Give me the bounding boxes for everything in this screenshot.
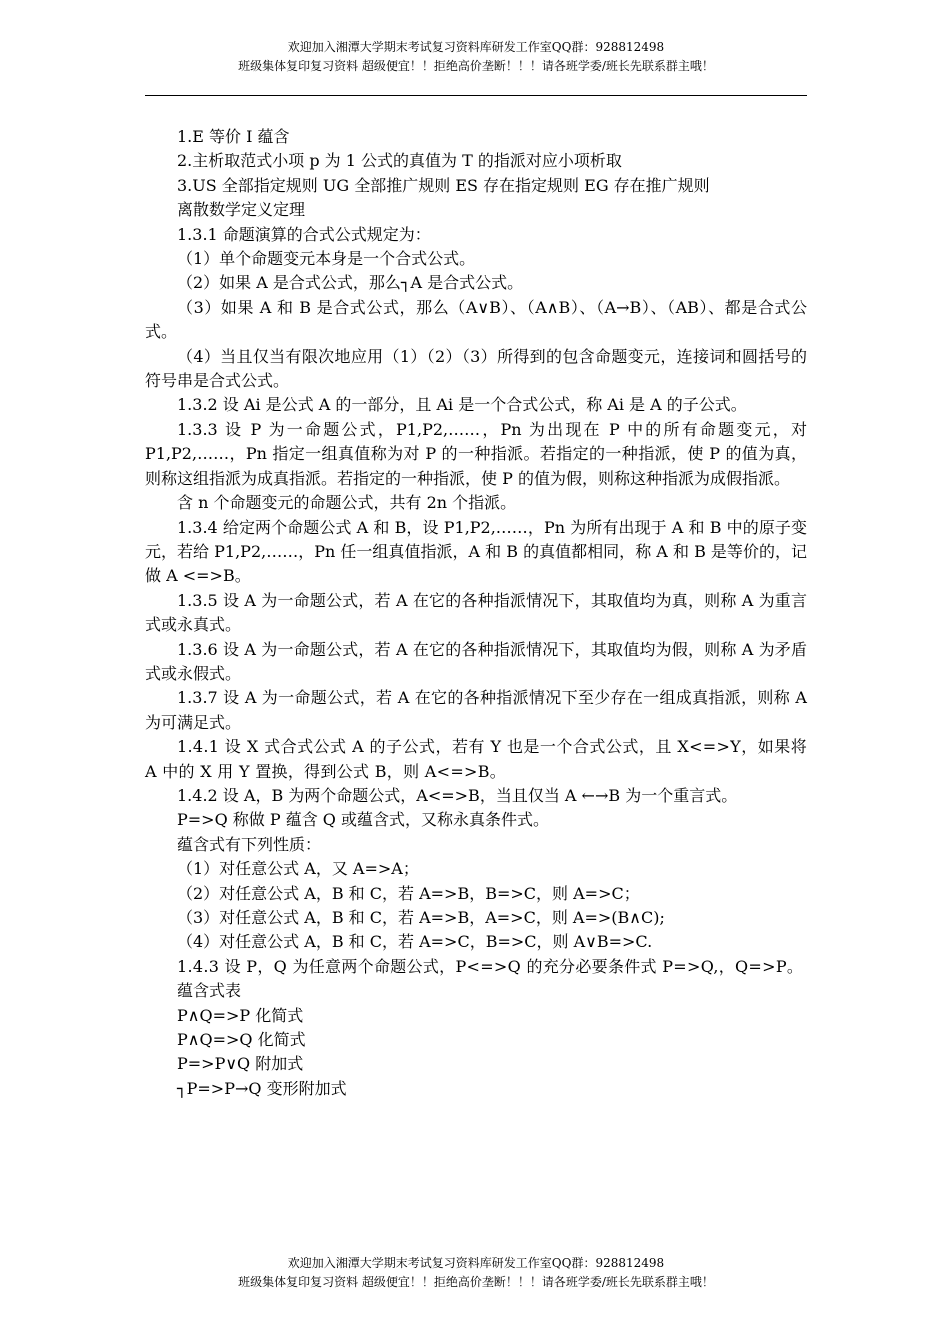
paragraph-assignments: 含 n 个命题变元的命题公式，共有 2n 个指派。 — [177, 493, 517, 513]
paragraph-properties: 蕴含式有下列性质： — [177, 834, 322, 854]
footer-line-2: 班级集体复印复习资料 超级便宜！！拒绝高价垄断！！！请各班学委/班长先联系群主哦！ — [238, 1275, 714, 1289]
document-body — [145, 125, 807, 1101]
paragraph-1-4-2: 1.4.2 设 A，B 为两个命题公式，A<=>B，当且仅当 A ←→B 为一个重言式。 — [177, 785, 738, 805]
page-header — [145, 38, 807, 76]
implication-row-3: P=>P∨Q 附加式 — [177, 1054, 304, 1074]
rule-item-4: （4）当且仅当有限次地应用（1）（2）（3）所得到的包含命题变元，连接词和圆括号的符号串是合式公式。 — [145, 346, 807, 391]
property-item-2: （2）对任意公式 A，B 和 C，若 A=>B，B=>C，则 A=>C； — [177, 883, 640, 903]
rule-item-3: （3）如果 A 和 B 是合式公式，那么（A∨B）、（A∧B）、（A→B）、（AB）、都是合式公式。 — [145, 297, 807, 342]
header-line-2: 班级集体复印复习资料 超级便宜！！拒绝高价垄断！！！请各班学委/班长先联系群主哦！ — [238, 59, 714, 73]
paragraph-1-3-1: 1.3.1 命题演算的合式公式规定为： — [177, 224, 431, 244]
paragraph-1-4-3: 1.4.3 设 P，Q 为任意两个命题公式，P<=>Q 的充分必要条件式 P=>Q,，Q=>P。 — [177, 956, 804, 976]
paragraph-1-3-2: 1.3.2 设 Ai 是公式 A 的一部分，且 Ai 是一个合式公式，称 Ai 是 A 的子公式。 — [177, 395, 747, 415]
paragraph-1-3-7: 1.3.7 设 A 为一命题公式，若 A 在它的各种指派情况下至少存在一组成真指派，则称 A 为可满足式。 — [145, 688, 807, 732]
property-item-3: （3）对任意公式 A，B 和 C，若 A=>B，A=>C，则 A=>(B∧C); — [177, 908, 665, 927]
section-title: 离散数学定义定理 — [177, 200, 306, 220]
paragraph-3: 3.US 全部指定规则 UG 全部推广规则 ES 存在指定规则 EG 存在推广规则 — [177, 175, 710, 195]
implication-row-1: P∧Q=>P 化简式 — [177, 1005, 304, 1025]
paragraph-2: 2.主析取范式小项 p 为 1 公式的真值为 T 的指派对应小项析取 — [177, 151, 622, 171]
header-line-1: 欢迎加入湘潭大学期末考试复习资料库研发工作室QQ群：928812498 — [287, 40, 665, 54]
page-footer — [145, 1254, 807, 1292]
paragraph-1-4-1: 1.4.1 设 X 式合式公式 A 的子公式，若有 Y 也是一个合式公式，且 X<=>Y，如果将 A 中的 X 用 Y 置换，得到公式 B，则 A<=>B。 — [145, 737, 807, 781]
paragraph-1: 1.E 等价 I 蕴含 — [177, 127, 290, 146]
paragraph-1-3-4: 1.3.4 给定两个命题公式 A 和 B，设 P1,P2,……，Pn 为所有出现于 A 和 B 中的原子变元，若给 P1,P2,……，Pn 任一组真值指派，A 和 B 的真值都相同，称 A 和 B 是等价的，记做 A <=>B。 — [145, 517, 807, 586]
rule-item-1: （1）单个命题变元本身是一个合式公式。 — [177, 249, 476, 269]
paragraph-1-3-3: 1.3.3 设 P 为一命题公式，P1,P2,……，Pn 为出现在 P 中的所有命题变元，对 P1,P2,……，Pn 指定一组真值称为对 P 的一种指派。若指定的一种指派，使 P 的值为真，则称这组指派为成真指派。若指定的一种指派，使 P 的值为假，则称这种指派为成假指派。 — [145, 419, 807, 488]
header-divider — [145, 95, 807, 96]
implication-row-2: P∧Q=>Q 化简式 — [177, 1030, 306, 1050]
property-item-1: （1）对任意公式 A，又 A=>A； — [177, 859, 419, 879]
rule-item-2: （2）如果 A 是合式公式，那么┐A 是合式公式。 — [177, 273, 524, 293]
paragraph-implication: P=>Q 称做 P 蕴含 Q 或蕴含式，又称永真条件式。 — [177, 810, 550, 830]
implication-table-title: 蕴含式表 — [177, 981, 242, 1001]
implication-row-4: ┐P=>P→Q 变形附加式 — [177, 1078, 347, 1098]
property-item-4: （4）对任意公式 A，B 和 C，若 A=>C，B=>C，则 A∨B=>C. — [177, 932, 653, 952]
footer-line-1: 欢迎加入湘潭大学期末考试复习资料库研发工作室QQ群：928812498 — [287, 1256, 665, 1270]
paragraph-1-3-6: 1.3.6 设 A 为一命题公式，若 A 在它的各种指派情况下，其取值均为假，则称 A 为矛盾式或永假式。 — [145, 639, 807, 683]
paragraph-1-3-5: 1.3.5 设 A 为一命题公式，若 A 在它的各种指派情况下，其取值均为真，则称 A 为重言式或永真式。 — [145, 590, 807, 635]
